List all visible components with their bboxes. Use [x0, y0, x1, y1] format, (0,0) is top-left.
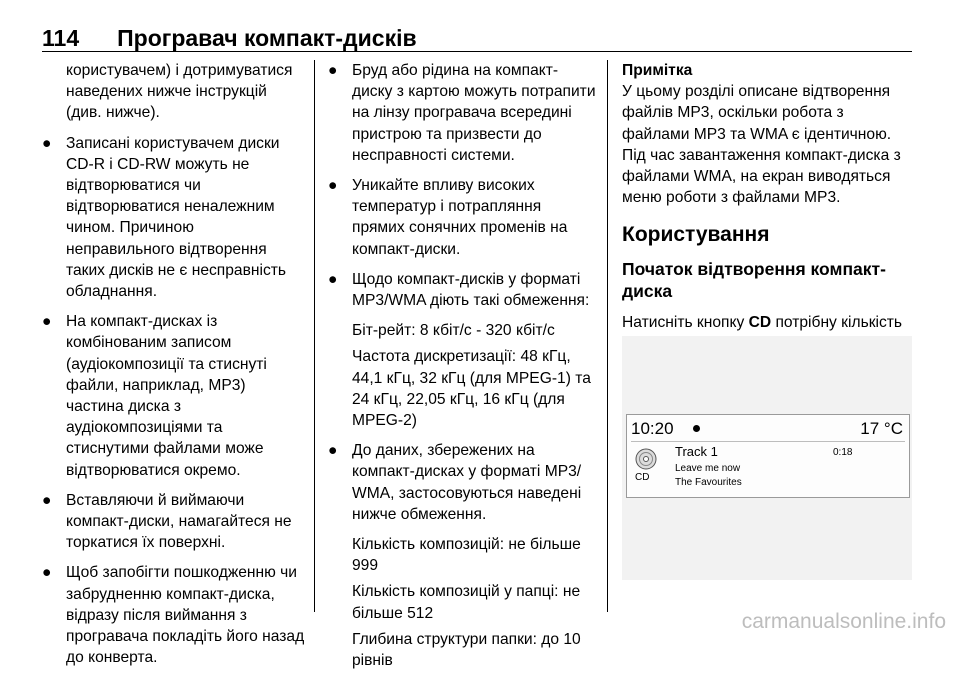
bullet-item: ● Бруд або рідина на компакт-диску з картою можуть потрапити на лінзу програвача всередині пристрою та призвести до несправності системи.: [328, 62, 596, 164]
cd-disc-icon: [635, 448, 657, 470]
subsection-title: Початок відтворення компакт-диска: [622, 259, 886, 302]
column-divider: [314, 60, 315, 612]
column-divider: [607, 60, 608, 612]
tracks-limit: Кількість композицій: не більше 999: [352, 536, 581, 575]
bullet-item: ● Записані користувачем диски CD-R і CD-RW можуть не відтворюватися чи відтворюватися неналежним чином. Причиною неправильного відтворення таких дисків не є несправність обладнання.: [42, 134, 287, 301]
continued-paragraph: користувачем) і дотримуватися наведених нижче інструкцій (див. нижче).: [66, 62, 293, 122]
bullet-icon: ●: [42, 491, 52, 509]
elapsed-time: 0:18: [833, 447, 853, 458]
bullet-icon: ●: [328, 177, 338, 195]
folder-depth-limit: Глибина структури папки: до 10 рівнів: [352, 630, 581, 670]
bitrate-limit: Біт-рейт: 8 кбіт/с - 320 кбіт/с: [352, 322, 555, 340]
bullet-item: ● До даних, збережених на компакт-дисках у форматі MP3/ WMA, застосовуються наведені нижче обмеження.: [328, 442, 582, 523]
page-title: Програвач компакт-дисків: [117, 25, 417, 51]
outside-temperature: 17 °C: [860, 419, 903, 438]
watermark: carmanualsonline.info: [741, 610, 946, 633]
bullet-icon: ●: [328, 62, 338, 79]
sample-rate-limit: Частота дискретизації: 48 кГц, 44,1 кГц, 32 кГц (для MPEG-1) та 24 кГц, 22,05 кГц, 16 кГц (для MPEG-2): [352, 348, 591, 430]
page-number: 114: [42, 25, 80, 51]
bullet-icon: ●: [328, 442, 338, 460]
artist-name: Leave me now: [675, 463, 741, 474]
note-title: Примітка: [622, 62, 693, 79]
bullet-item: ● На компакт-дисках із комбінованим записом (аудіокомпозиції та стиснуті файли, наприклад, MP3) частина диска з аудіокомпозиціями та стиснутими файлами може відтворюватися окремо.: [42, 313, 267, 479]
column-2: [328, 60, 596, 676]
section-title: Користування: [622, 223, 770, 247]
bullet-icon: ●: [328, 270, 338, 288]
status-dot-icon: [693, 425, 700, 432]
source-label: CD: [635, 472, 650, 483]
bullet-icon: ●: [42, 313, 52, 331]
folder-tracks-limit: Кількість композицій у папці: не більше 512: [352, 583, 581, 622]
bullet-item: ● Щодо компакт-дисків у форматі MP3/WMA діють такі обмеження:: [328, 270, 590, 310]
bullet-icon: ●: [42, 134, 52, 152]
track-name: Track 1: [675, 444, 718, 459]
infotainment-screen: [626, 414, 910, 498]
instruction-paragraph: Натисніть кнопку CD потрібну кількість: [622, 314, 903, 332]
bullet-item: ● Уникайте впливу високих температур і потрапляння прямих сонячних променів на компакт-диски.: [328, 177, 568, 258]
note-text: У цьому розділі описане відтворення файлів MP3, оскільки робота з файлами MP3 та WMA є ідентичною. Під час завантаження компакт-диска з файлами WMA, на екран виводяться меню роботи з файлами MP3.: [622, 83, 901, 207]
screen-divider: [631, 441, 905, 442]
bullet-item: ● Вставляючи й виймаючи компакт-диски, намагайтеся не торкатися їх поверхні.: [42, 491, 292, 552]
page-header: [42, 8, 912, 52]
album-name: The Favourites: [675, 477, 742, 488]
clock-time: 10:20: [631, 419, 674, 438]
display-illustration: [622, 336, 912, 580]
bullet-item: ● Щоб запобігти пошкодженню чи забрудненню компакт-диска, відразу після виймання з програвача покладіть його назад до конверта.: [42, 564, 305, 667]
header-rule: [42, 51, 912, 52]
column-1: [42, 60, 306, 677]
cd-button-label: CD: [748, 314, 772, 332]
bullet-icon: ●: [42, 564, 52, 582]
